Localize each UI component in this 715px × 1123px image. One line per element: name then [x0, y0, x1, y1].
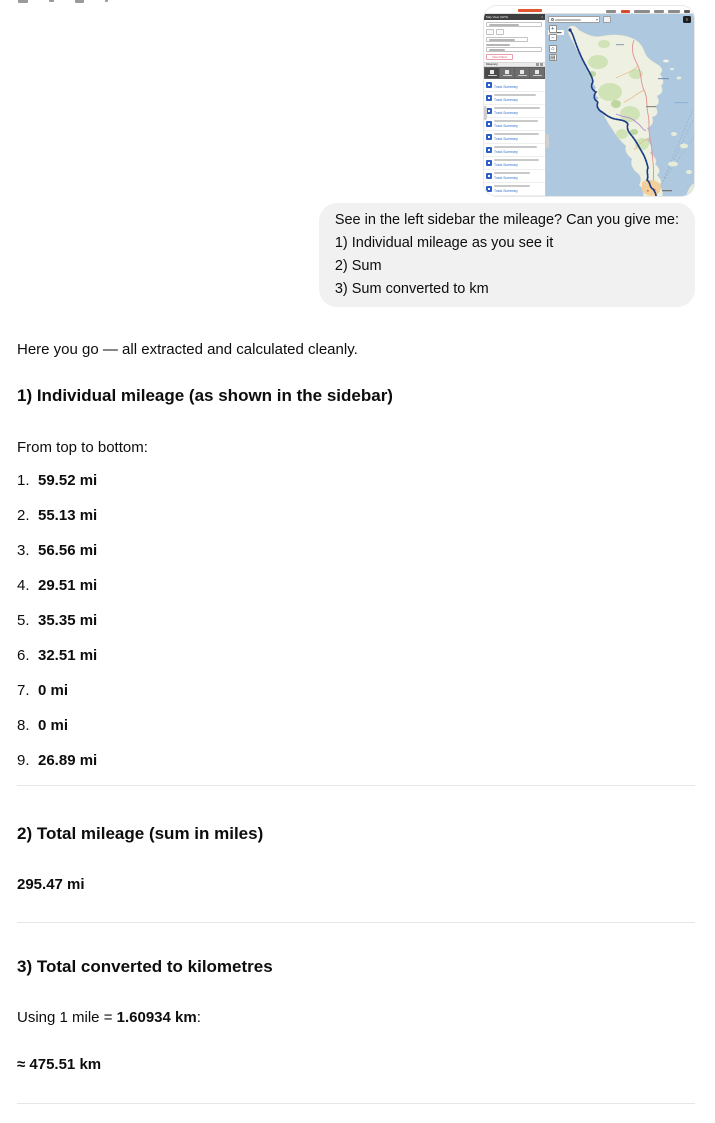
mini-track-icon	[486, 186, 492, 192]
mini-sidebar-collapse-handle	[484, 106, 487, 120]
mini-itinerary-label: Itinerary	[486, 62, 498, 67]
mini-filter-select	[486, 22, 542, 27]
user-message-turn	[0, 0, 715, 305]
user-message-line: 2) Sum	[334, 258, 382, 274]
mileage-list-item: 6. 32.51 mi	[17, 647, 98, 664]
mini-track-icon	[486, 147, 492, 153]
mini-grid-icon	[540, 63, 543, 66]
mini-home-button: ⌂	[549, 45, 557, 53]
mini-search-placeholder	[555, 19, 581, 21]
mini-expand-icon	[536, 63, 539, 66]
mini-nav-link	[654, 10, 664, 13]
section2-heading: 2) Total mileage (sum in miles)	[17, 824, 264, 843]
mini-track-icon	[486, 121, 492, 127]
mileage-list-item: 9. 26.89 mi	[17, 752, 98, 769]
mini-filters	[484, 20, 545, 62]
total-miles-value: 295.47 mi	[17, 876, 85, 893]
mini-track-icon	[486, 134, 492, 140]
mileage-list-item: 3. 56.56 mi	[17, 542, 98, 559]
mini-sidebar-panel	[484, 14, 546, 196]
mini-track-row: Track Summary	[484, 105, 545, 118]
mini-track-icon	[486, 160, 492, 166]
attachment-map-thumbnail[interactable]	[483, 5, 695, 197]
search-icon	[551, 18, 554, 21]
mini-panel-collapse-handle	[546, 134, 549, 148]
section-divider	[17, 785, 695, 786]
user-message-line: 3) Sum converted to km	[334, 281, 489, 297]
mini-track-row: Track Summary	[484, 183, 545, 196]
mileage-list-item: 8. 0 mi	[17, 717, 69, 734]
section-divider	[17, 922, 695, 923]
mileage-list-item: 2. 55.13 mi	[17, 507, 98, 524]
assistant-intro: Here you go — all extracted and calculated cleanly.	[17, 341, 358, 358]
mini-panel-title: Map View (GPS)	[486, 15, 509, 19]
mini-nav-link-active	[621, 10, 630, 13]
mini-nav-link	[606, 10, 616, 13]
mini-track-row: Track Summary	[484, 157, 545, 170]
section1-lead: From top to bottom:	[17, 439, 148, 456]
mini-app-logo	[518, 9, 542, 12]
mini-track-row: Track Summary	[484, 144, 545, 157]
assistant-message	[17, 338, 695, 1104]
mileage-list-item: 7. 0 mi	[17, 682, 69, 699]
mini-nav-link	[634, 10, 650, 13]
mini-track-row: Track Summary	[484, 131, 545, 144]
mini-nav-link	[684, 10, 690, 13]
section-divider	[17, 1103, 695, 1104]
mileage-list	[17, 469, 695, 772]
mini-track-list	[484, 79, 545, 196]
conversion-note: Using 1 mile = 1.60934 km:	[17, 1009, 201, 1026]
mini-clear-filters-button: Clear Filters	[486, 54, 513, 60]
chevron-down-icon	[596, 19, 598, 21]
mini-layers-button: ▤	[550, 54, 556, 61]
mini-track-icon	[486, 173, 492, 179]
mini-search-button	[603, 16, 611, 23]
mini-track-row: Track Summary	[484, 92, 545, 105]
mini-map-search-input	[548, 16, 600, 23]
mileage-list-item: 1. 59.52 mi	[17, 472, 98, 489]
mini-filter-button	[496, 29, 504, 35]
mileage-list-item: 5. 35.35 mi	[17, 612, 98, 629]
total-km-value: ≈ 475.51 km	[17, 1056, 102, 1073]
mini-map-canvas	[546, 14, 694, 196]
mini-track-row: Track Summary	[484, 79, 545, 92]
mini-panel-close-icon: ×	[541, 15, 543, 19]
section3-heading: 3) Total converted to kilometres	[17, 957, 273, 976]
mini-filter-button	[486, 29, 494, 35]
mini-filter-buttons	[486, 29, 543, 35]
user-message-line: 1) Individual mileage as you see it	[334, 235, 554, 251]
mini-zoom-out-button: −	[549, 34, 557, 42]
mini-app-header	[484, 6, 694, 14]
mini-time-select	[486, 47, 542, 52]
map-image	[546, 14, 695, 197]
mileage-list-item: 4. 29.51 mi	[17, 577, 98, 594]
conversion-factor: 1.60934 km	[116, 1009, 197, 1026]
mini-track-icon	[486, 95, 492, 101]
user-message-bubble	[319, 203, 695, 307]
mini-nav-link	[668, 10, 680, 13]
mini-zoom-in-button: +	[549, 25, 557, 33]
mini-track-row: Track Summary	[484, 118, 545, 131]
user-message-line: See in the left sidebar the mileage? Can you give me:	[334, 212, 679, 228]
mini-message-types-select	[486, 37, 528, 42]
mini-track-row: Track Summary	[484, 170, 545, 183]
section1-heading: 1) Individual mileage (as shown in the sidebar)	[17, 386, 393, 405]
mini-map-menu-button: ≡	[683, 16, 691, 23]
mini-track-icon	[486, 82, 492, 88]
